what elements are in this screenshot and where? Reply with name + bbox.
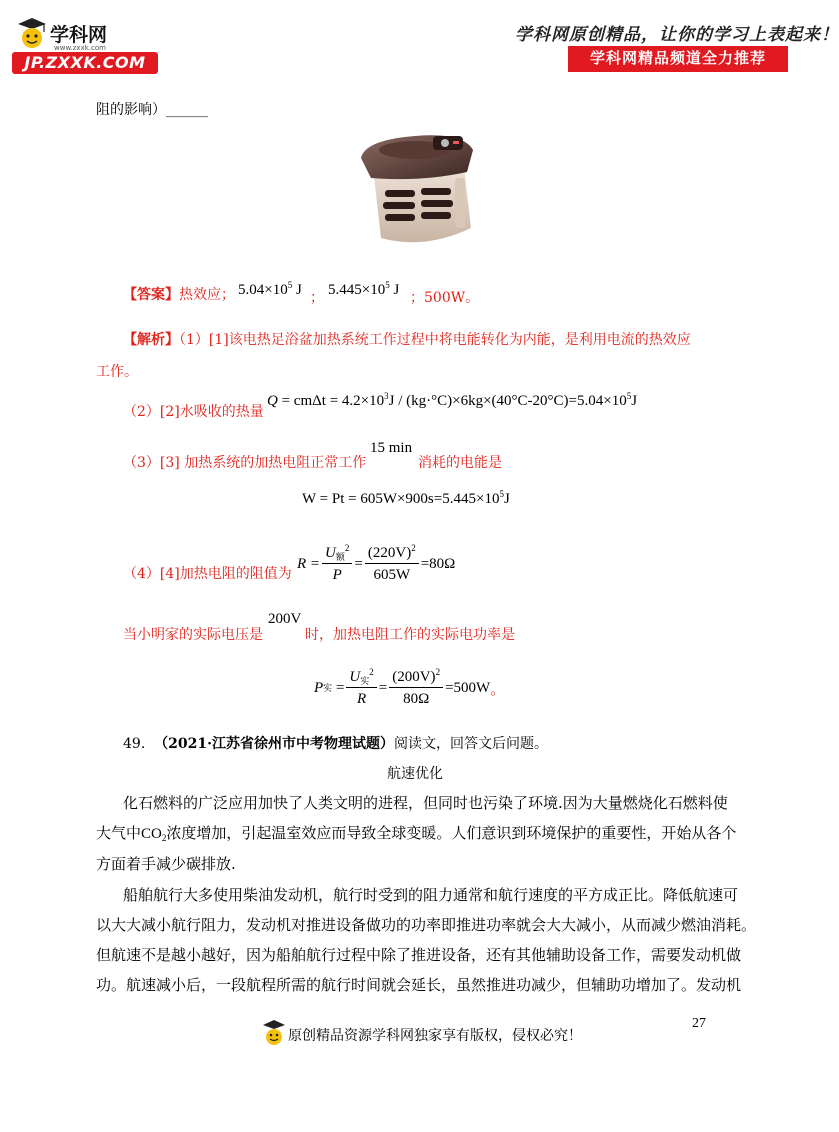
time-value: 15 min [370,440,413,456]
voltage-value: 200V [268,611,302,627]
question-instruction: 阅读文，回答文后问题。 [394,736,549,752]
mascot-icon-footer [262,1018,286,1048]
analysis-line-2: （2）[2]水吸收的热量 [123,404,264,420]
page-number: 27 [692,1016,706,1031]
analysis-line-3b: 消耗的电能是 [418,455,502,471]
analysis-line-3: （3）[3] 加热系统的加热电阻正常工作 [123,455,367,471]
passage-paragraph-1: 化石燃料的广泛应用加快了人类文明的进程，但同时也污染了环境.因为大量燃烧化石燃料使 [123,794,728,812]
passage-paragraph-2-cont: 以大大减小航行阻力，发动机对推进设备做功的功率即推进功率就会大大减小，从而减少燃油消耗。 但航速不是越小越好，因为船舶航行过程中除了推进设备，还有其他辅助设备工作，需要发动机做 功。航速减小后，一段航程所需的航行时间就会延长，虽然推进功减少，但辅助功增加了。发动机 [96,916,757,994]
answer-line [123,284,235,306]
analysis-line-5b: 时，加热电阻工作的实际电功率是 [305,627,515,643]
answer-sep-1: ； [310,290,324,306]
passage-paragraph-2: 船舶航行大多使用柴油发动机，航行时受到的阻力通常和航行速度的平方成正比。降低航速可 [123,886,739,904]
analysis-line-1b: 工作。 [96,364,138,380]
header-slogan: 学科网原创精品，让你的学习上表起来！ [515,25,839,45]
question-source: （2021·江苏省徐州市中考物理试题） [154,736,395,752]
equation-power: P 实 = $\frac{U_实^2}{R}$ = $\frac{(200V)^2}{80\Omega}$ =500W 。 [314,667,506,707]
analysis-line-4: （4）[4]加热电阻的阻值为 [123,566,292,582]
header-recommend-band: 学科网精品频道全力推荐 [568,46,788,72]
answer-value-1: $5.04\times 10^5$ J [238,280,302,298]
analysis-line-1: 【解析】（1）[1]该电热足浴盆加热系统工作过程中将电能转化为内能，是利用电流的热效应 [123,332,691,348]
passage-paragraph-1-cont: 大气中$CO_2$浓度增加，引起温室效应而导致全球变暖。人们意识到环境保护的重要性，开始从各个 方面着手减少碳排放. [96,824,737,873]
logo-url: www.zxxk.com [54,44,106,52]
top-line: 阻的影响）______ [96,102,208,118]
mascot-icon [16,16,48,50]
header-logo [12,14,162,74]
question-49-heading [123,734,548,754]
passage-title: 航速优化 [387,766,443,782]
equation-heat: $Q = cm\Delta t = 4.2\times 10^3J / (kg\cdot^\circ C)\times 6kg\times(40^\circ C-20^\circ C)=5.04\times 10^5J$ [267,391,638,409]
logo-band: JP.ZXXK.COM [12,52,158,74]
analysis-line-5a: 当小明家的实际电压是 [123,627,263,643]
answer-lead: 热效应； [179,287,235,303]
equation-resistance: R = $\frac{U_额^2}{P}$ = $\frac{(220V)^2}{605W}$ =80Ω [297,543,456,583]
analysis-label: 【解析】 [123,332,179,348]
equation-energy: $W = Pt = 605W\times 900s=5.445\times 10^5J$ [302,489,510,507]
answer-tail: ；500W。 [410,290,480,306]
foot-bath-image [355,128,481,252]
question-number: 49. [123,736,146,752]
answer-value-2: $5.445\times 10^5$ J [328,280,400,298]
logo-text: 学科网 [50,24,108,46]
footer-copyright: 原创精品资源学科网独家享有版权，侵权必究！ [288,1028,582,1044]
answer-label: 【答案】 [123,287,179,303]
